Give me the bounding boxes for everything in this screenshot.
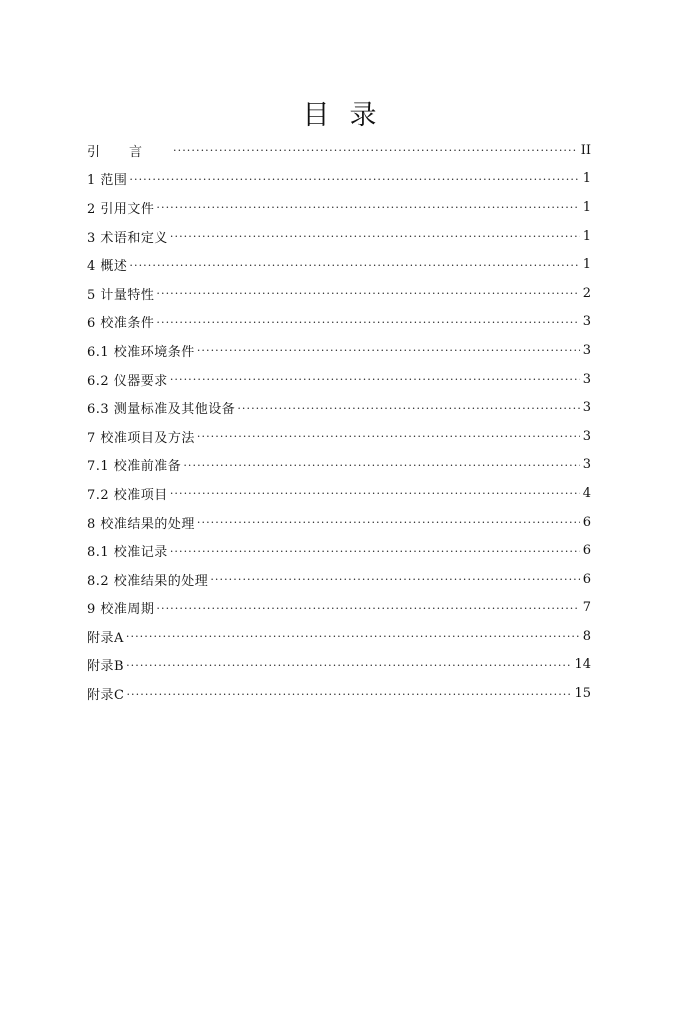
toc-entry-page: 2 xyxy=(582,285,591,301)
toc-entry-page: 8 xyxy=(582,628,591,644)
toc-entry-label: 8.2 校准结果的处理 xyxy=(87,570,210,589)
toc-entry[interactable] xyxy=(87,651,591,680)
toc-leader-dots xyxy=(170,373,580,387)
toc-entry-label: 8 校准结果的处理 xyxy=(87,513,197,532)
toc-entry-page: II xyxy=(580,142,591,158)
toc-entry-label: 2 引用文件 xyxy=(87,198,156,217)
toc-entry-label: 6.2 仪器要求 xyxy=(87,370,170,389)
toc-entry-page: 3 xyxy=(582,400,591,416)
toc-entry-page: 3 xyxy=(582,342,591,358)
toc-entry[interactable] xyxy=(87,193,591,222)
toc-leader-dots xyxy=(156,287,579,301)
toc-entry-label: 7.2 校准项目 xyxy=(87,484,170,503)
table-of-contents xyxy=(87,136,591,708)
toc-entry[interactable] xyxy=(87,250,591,279)
toc-entry-label: 附录C xyxy=(87,684,126,703)
toc-entry-page: 6 xyxy=(582,571,591,587)
toc-leader-dots xyxy=(197,344,580,358)
toc-leader-dots xyxy=(170,487,580,501)
toc-entry-page: 1 xyxy=(582,228,591,244)
toc-leader-dots xyxy=(183,459,579,473)
toc-entry[interactable] xyxy=(87,222,591,251)
toc-entry-page: 14 xyxy=(574,657,591,673)
toc-entry-label: 引言 xyxy=(87,141,173,160)
toc-entry-page: 15 xyxy=(574,686,591,702)
toc-leader-dots xyxy=(126,659,571,673)
toc-entry-label: 8.1 校准记录 xyxy=(87,541,170,560)
toc-entry[interactable] xyxy=(87,479,591,508)
toc-entry-label: 6.3 测量标准及其他设备 xyxy=(87,398,237,417)
toc-entry[interactable] xyxy=(87,536,591,565)
toc-leader-dots xyxy=(170,230,580,244)
toc-entry-page: 7 xyxy=(582,600,591,616)
toc-leader-dots xyxy=(237,402,579,416)
toc-entry[interactable] xyxy=(87,336,591,365)
toc-entry-label: 5 计量特性 xyxy=(87,284,156,303)
toc-entry-page: 3 xyxy=(582,428,591,444)
toc-entry-label: 7 校准项目及方法 xyxy=(87,427,197,446)
toc-leader-dots xyxy=(197,430,580,444)
toc-entry[interactable] xyxy=(87,451,591,480)
toc-entry-page: 1 xyxy=(582,199,591,215)
toc-entry-page: 6 xyxy=(582,543,591,559)
toc-entry[interactable] xyxy=(87,308,591,337)
toc-entry-page: 3 xyxy=(582,457,591,473)
toc-entry-label: 3 术语和定义 xyxy=(87,227,170,246)
toc-entry[interactable] xyxy=(87,622,591,651)
toc-entry-page: 1 xyxy=(582,171,591,187)
toc-leader-dots xyxy=(129,259,579,273)
toc-entry[interactable] xyxy=(87,279,591,308)
toc-leader-dots xyxy=(126,630,580,644)
toc-entry-label: 7.1 校准前准备 xyxy=(87,455,183,474)
toc-entry[interactable] xyxy=(87,422,591,451)
toc-entry-label: 附录A xyxy=(87,627,126,646)
toc-entry-page: 3 xyxy=(582,314,591,330)
toc-entry[interactable] xyxy=(87,165,591,194)
toc-leader-dots xyxy=(126,688,571,702)
toc-leader-dots xyxy=(197,516,580,530)
toc-leader-dots xyxy=(156,201,579,215)
toc-leader-dots xyxy=(210,573,579,587)
toc-entry-label: 附录B xyxy=(87,655,126,674)
toc-entry[interactable] xyxy=(87,136,591,165)
toc-leader-dots xyxy=(170,545,580,559)
toc-entry-label: 4 概述 xyxy=(87,255,129,274)
toc-entry-label: 6 校准条件 xyxy=(87,312,156,331)
toc-entry[interactable] xyxy=(87,565,591,594)
page-title: 目录 xyxy=(302,100,397,131)
toc-entry-label: 1 范围 xyxy=(87,169,129,188)
toc-entry-page: 3 xyxy=(582,371,591,387)
toc-entry[interactable] xyxy=(87,594,591,623)
toc-entry-page: 6 xyxy=(582,514,591,530)
toc-leader-dots xyxy=(129,173,579,187)
toc-entry-label: 9 校准周期 xyxy=(87,598,156,617)
toc-leader-dots xyxy=(156,316,579,330)
toc-entry[interactable] xyxy=(87,508,591,537)
toc-entry-label: 6.1 校准环境条件 xyxy=(87,341,197,360)
toc-entry-page: 4 xyxy=(582,485,591,501)
toc-entry-page: 1 xyxy=(582,257,591,273)
toc-entry[interactable] xyxy=(87,679,591,708)
toc-entry[interactable] xyxy=(87,393,591,422)
toc-entry[interactable] xyxy=(87,365,591,394)
toc-leader-dots xyxy=(156,602,579,616)
toc-leader-dots xyxy=(173,144,578,158)
